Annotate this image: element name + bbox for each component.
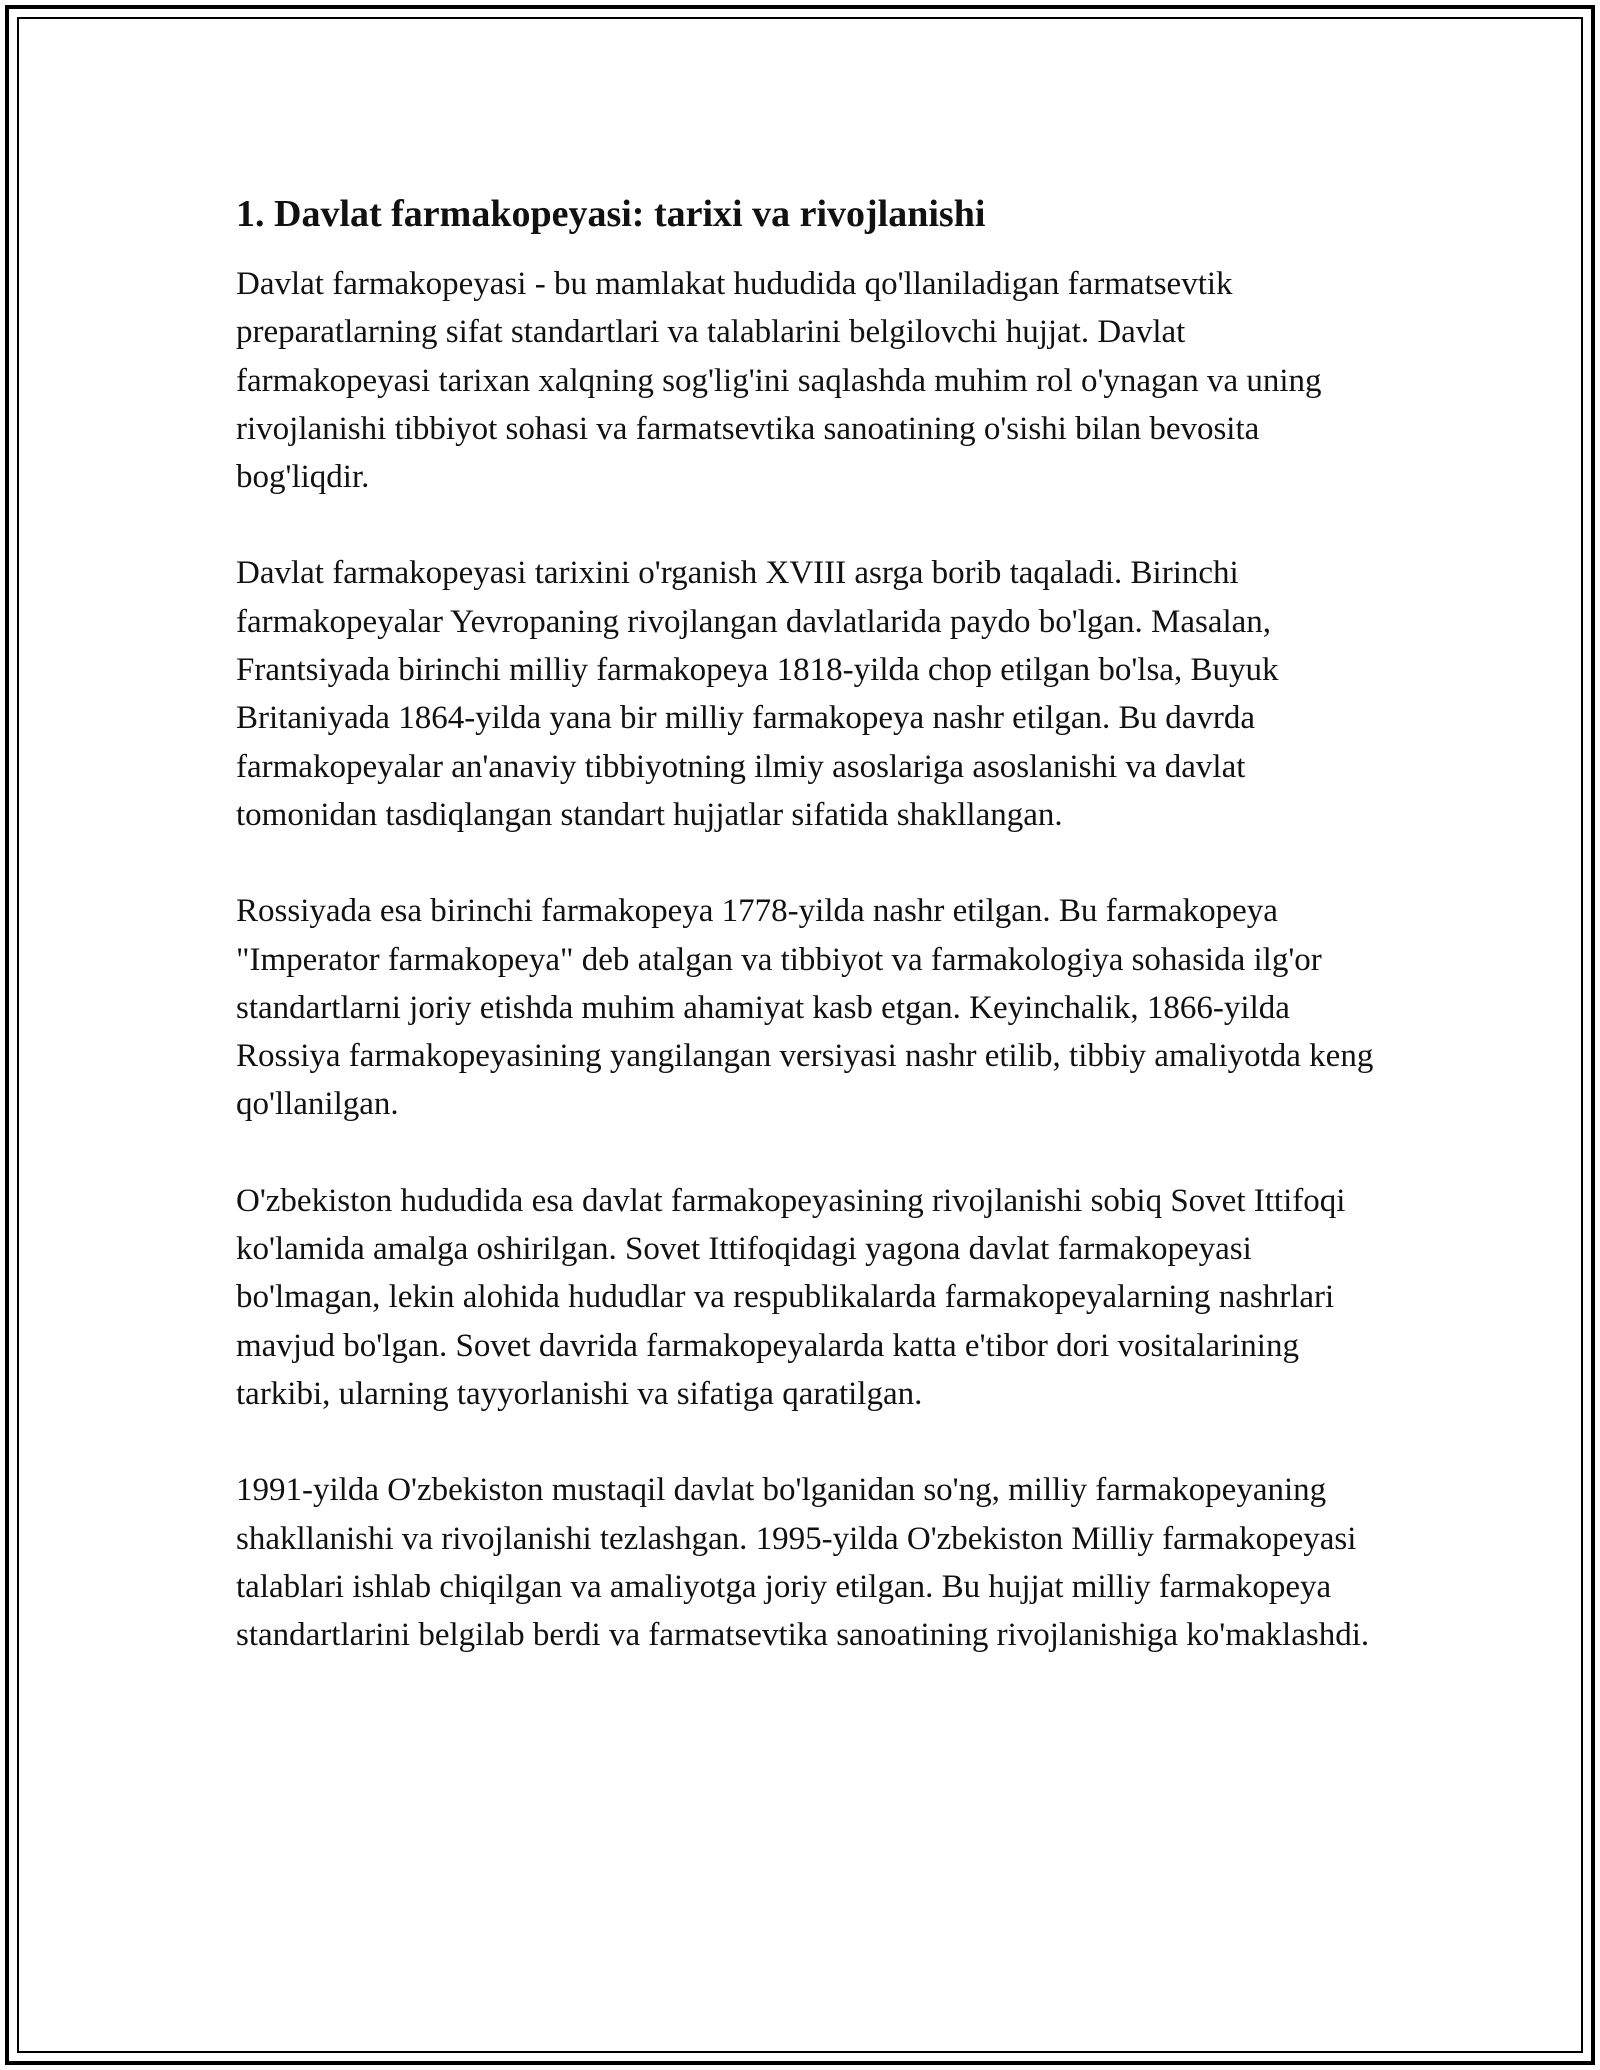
paragraph-5: 1991-yilda O'zbekiston mustaqil davlat bo'lganidan so'ng, milliy farmakopeyaning shakllanishi va rivojlanishi tezlashgan. 1995-yilda O'zbekiston Milliy farmakopeyasi talablari ishlab chiqilgan va amaliyotga joriy etilgan. Bu hujjat milliy farmakopeya standartlarini belgilab berdi va farmatsevtika sanoatining rivojlanishiga ko'maklashdi.	[236, 1472, 1370, 1654]
paragraph-2: Davlat farmakopeyasi tarixini o'rganish XVIII asrga borib taqaladi. Birinchi farmakopeyalar Yevropaning rivojlangan davlatlarida paydo bo'lgan. Masalan, Frantsiyada birinchi milliy farmakopeya 1818-yilda chop etilgan bo'lsa, Buyuk Britaniyada 1864-yilda yana bir milliy farmakopeya nashr etilgan. Bu davrda farmakopeyalar an'anaviy tibbiyotning ilmiy asoslariga asoslanishi va davlat tomonidan tasdiqlangan standart hujjatlar sifatida shakllangan.	[236, 555, 1279, 833]
section-heading: 1. Davlat farmakopeyasi: tarixi va rivojlanishi	[236, 193, 986, 235]
paragraph-1: Davlat farmakopeyasi - bu mamlakat hududida qo'llaniladigan farmatsevtik preparatlarning sifat standartlari va talablarini belgilovchi hujjat. Davlat farmakopeyasi tarixan xalqning sog'lig'ini saqlashda muhim rol o'ynagan va uning rivojlanishi tibbiyot sohasi va farmatsevtika sanoatining o'sishi bilan bevosita bog'liqdir.	[236, 266, 1322, 496]
paragraph-3: Rossiyada esa birinchi farmakopeya 1778-yilda nashr etilgan. Bu farmakopeya "Imperator farmakopeya" deb atalgan va tibbiyot va farmakologiya sohasida ilg'or standartlarni joriy etishda muhim ahamiyat kasb etgan. Keyinchalik, 1866-yilda Rossiya farmakopeyasining yangilangan versiyasi nashr etilib, tibbiy amaliyotda keng qo'llanilgan.	[236, 893, 1374, 1123]
paragraph-4: O'zbekiston hududida esa davlat farmakopeyasining rivojlanishi sobiq Sovet Ittifoqi ko'lamida amalga oshirilgan. Sovet Ittifoqidagi yagona davlat farmakopeyasi bo'lmagan, lekin alohida hududlar va respublikalarda farmakopeyalarning nashrlari mavjud bo'lgan. Sovet davrida farmakopeyalarda katta e'tibor dori vositalarining tarkibi, ularning tayyorlanishi va sifatiga qaratilgan.	[236, 1182, 1346, 1412]
document-body	[236, 190, 1376, 1659]
